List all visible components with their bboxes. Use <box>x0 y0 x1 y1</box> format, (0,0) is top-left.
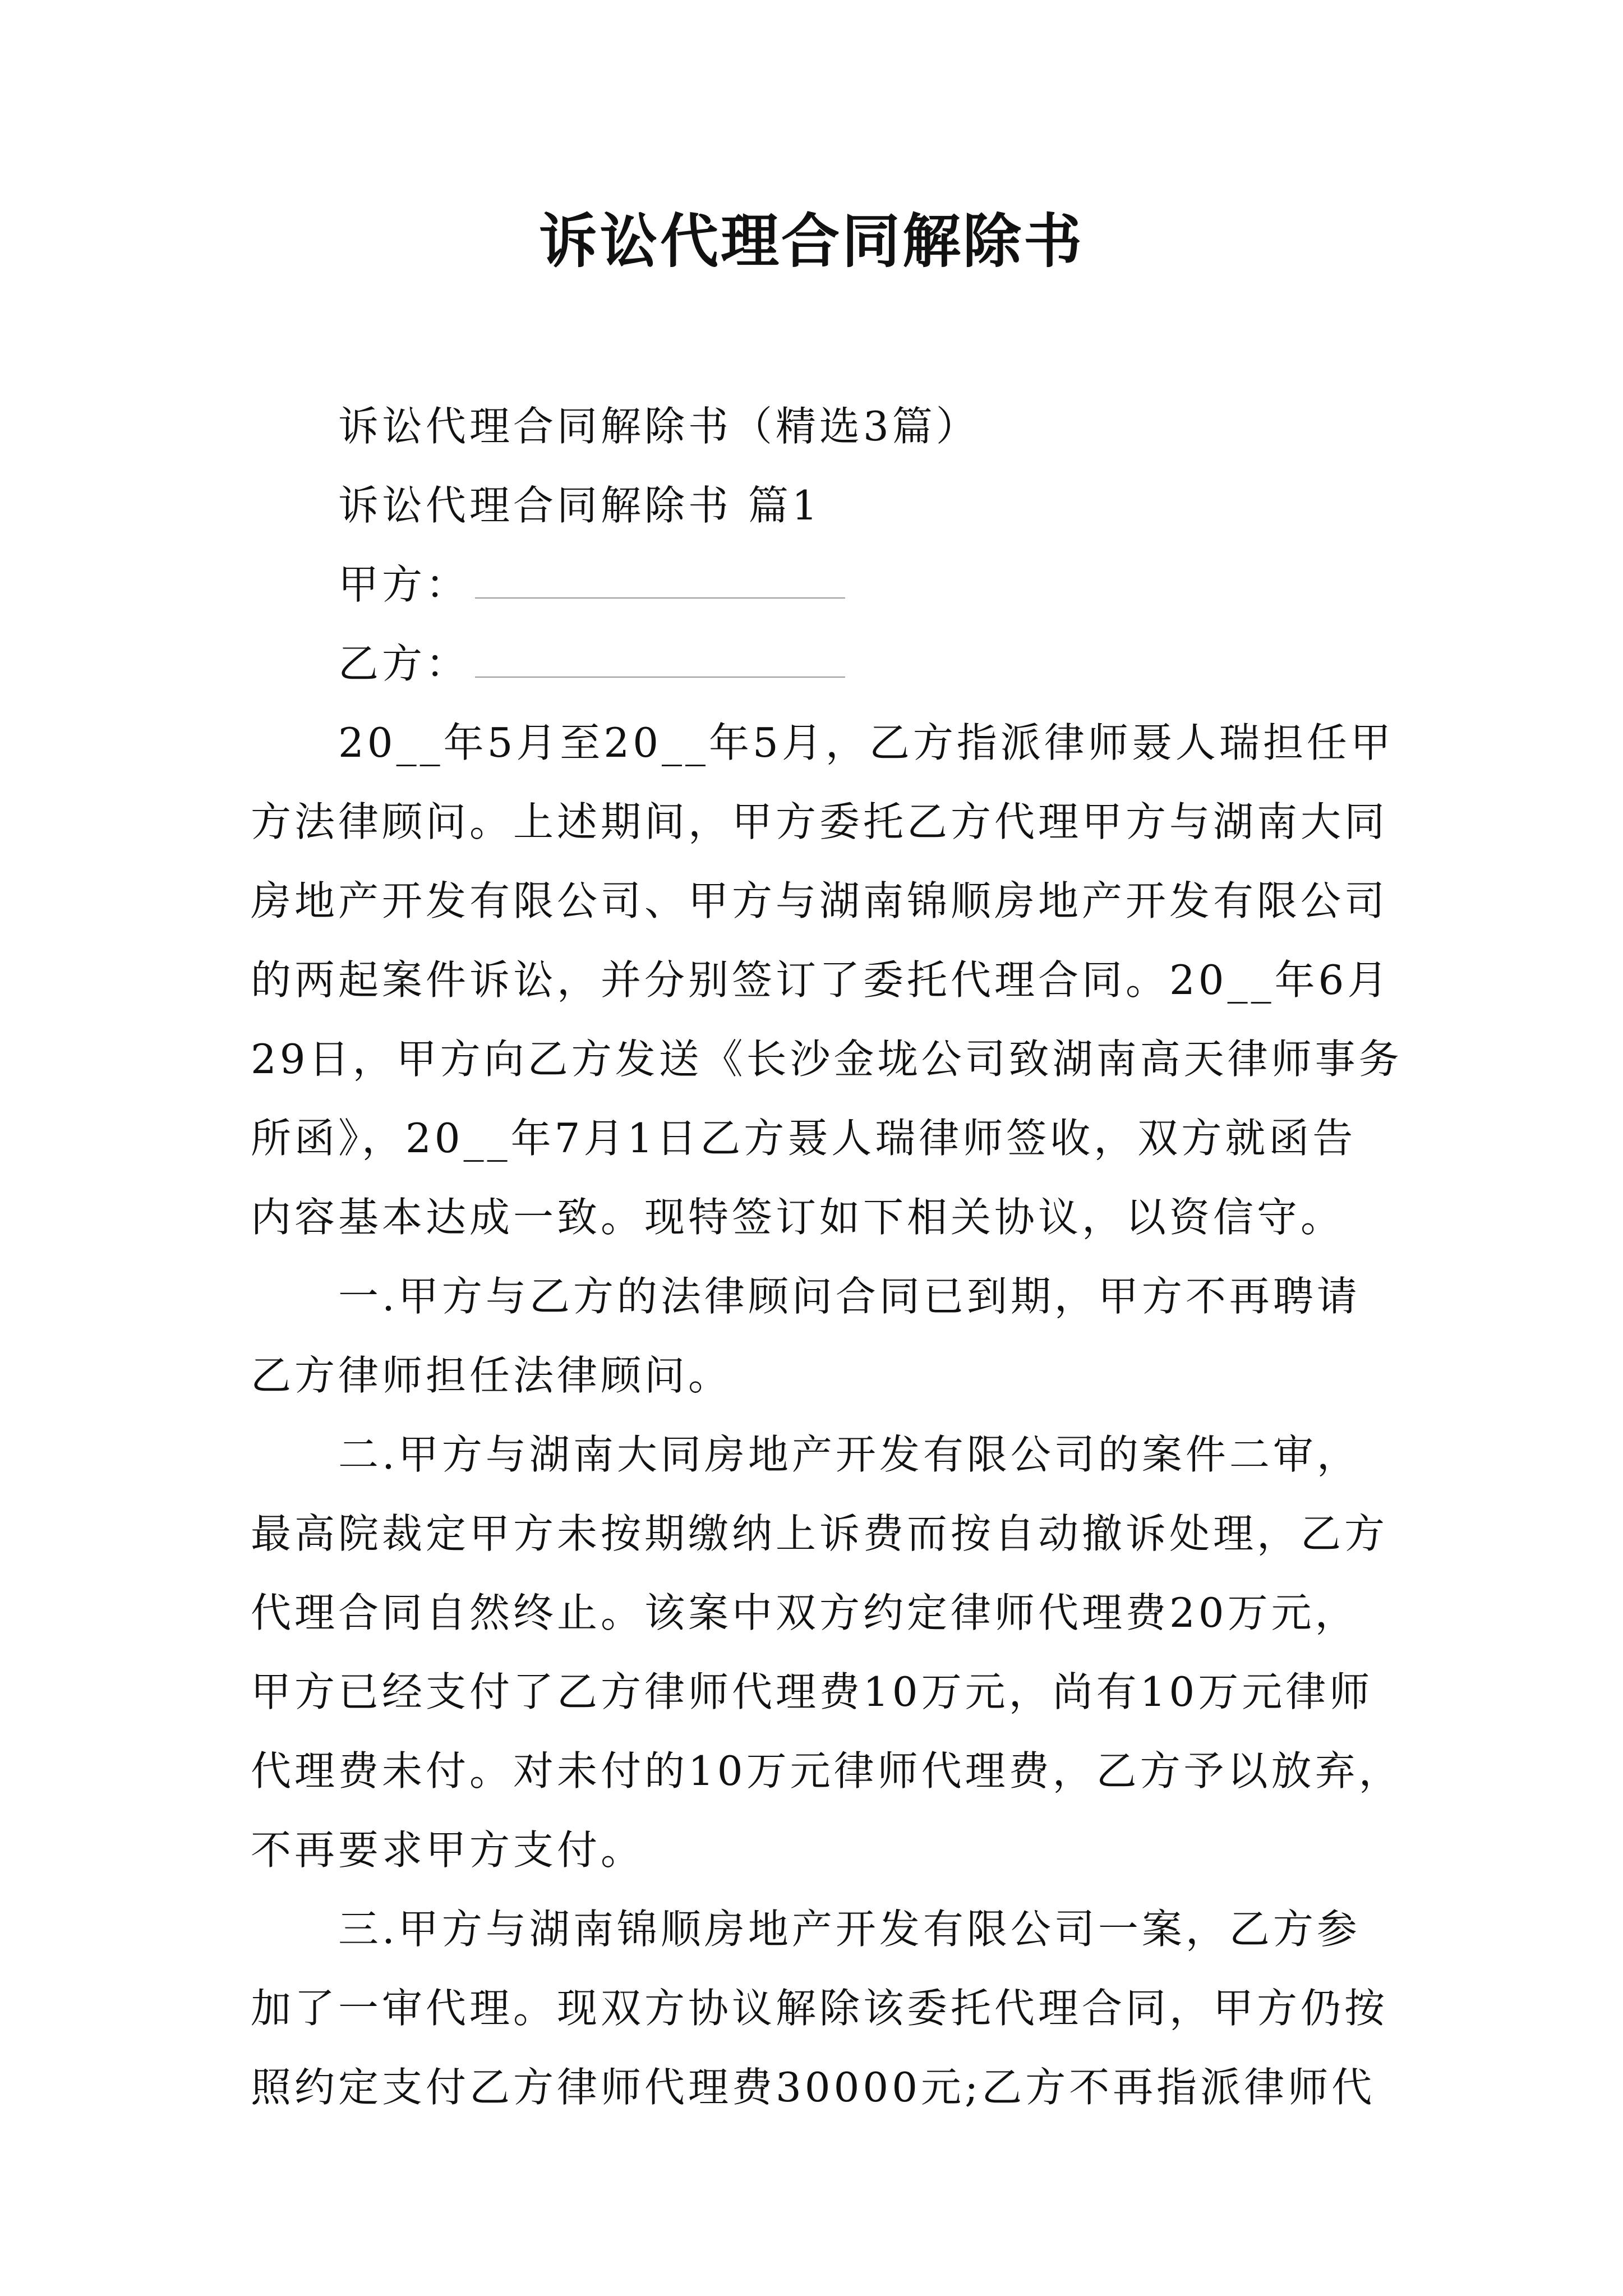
party-b-blank <box>475 637 845 678</box>
paragraph-line: 房地产开发有限公司、甲方与湖南锦顺房地产开发有限公司 <box>251 877 1389 924</box>
paragraph-line: 代理合同自然终止。该案中双方约定律师代理费20万元， <box>251 1589 1359 1636</box>
document-body <box>251 387 1403 2127</box>
paragraph-line: 最高院裁定甲方未按期缴纳上诉费而按自动撤诉处理，乙方 <box>251 1510 1389 1557</box>
clause-1-paragraph <box>251 1257 1389 1415</box>
paragraph-line: 方法律顾问。上述期间，甲方委托乙方代理甲方与湖南大同 <box>251 798 1389 845</box>
party-a-blank <box>475 558 845 599</box>
collection-heading: 诉讼代理合同解除书（精选3篇） <box>338 403 980 450</box>
paragraph-line: 的两起案件诉讼，并分别签订了委托代理合同。20__年6月 <box>251 956 1391 1004</box>
paragraph-line: 29日，甲方向乙方发送《长沙金垅公司致湖南高天律师事务 <box>251 1036 1403 1083</box>
paragraph-line: 不再要求甲方支付。 <box>251 1826 645 1874</box>
document-title: 诉讼代理合同解除书 <box>538 206 1084 275</box>
paragraph-line: 乙方律师担任法律顾问。 <box>251 1352 732 1399</box>
party-b-line <box>251 624 1389 703</box>
paragraph-line: 照约定支付乙方律师代理费30000元;乙方不再指派律师代 <box>251 2064 1376 2111</box>
paragraph-line: 代理费未付。对未付的10万元律师代理费，乙方予以放弃， <box>251 1747 1403 1795</box>
paragraph-line: 三.甲方与湖南锦顺房地产开发有限公司一案，乙方参 <box>338 1906 1361 1953</box>
intro-paragraph <box>251 703 1403 1257</box>
paragraph-line: 一.甲方与乙方的法律顾问合同已到期，甲方不再聘请 <box>338 1273 1361 1320</box>
paragraph-line: 加了一审代理。现双方协议解除该委托代理合同，甲方仍按 <box>251 1985 1389 2032</box>
paragraph-line: 甲方已经支付了乙方律师代理费10万元，尚有10万元律师 <box>251 1668 1373 1715</box>
party-b-label: 乙方： <box>338 640 470 687</box>
paragraph-line: 20__年5月至20__年5月，乙方指派律师聂人瑞担任甲 <box>338 719 1394 766</box>
clause-2-paragraph <box>251 1415 1403 1890</box>
party-a-label: 甲方： <box>338 561 470 608</box>
paragraph-line: 二.甲方与湖南大同房地产开发有限公司的案件二审， <box>338 1431 1361 1478</box>
part-heading: 诉讼代理合同解除书 篇1 <box>338 482 821 529</box>
paragraph-line: 所函》，20__年7月1日乙方聂人瑞律师签收，双方就函告 <box>251 1115 1357 1162</box>
clause-3-paragraph <box>251 1890 1389 2127</box>
party-a-line <box>251 545 1389 624</box>
paragraph-line: 内容基本达成一致。现特签订如下相关协议，以资信守。 <box>251 1194 1345 1241</box>
